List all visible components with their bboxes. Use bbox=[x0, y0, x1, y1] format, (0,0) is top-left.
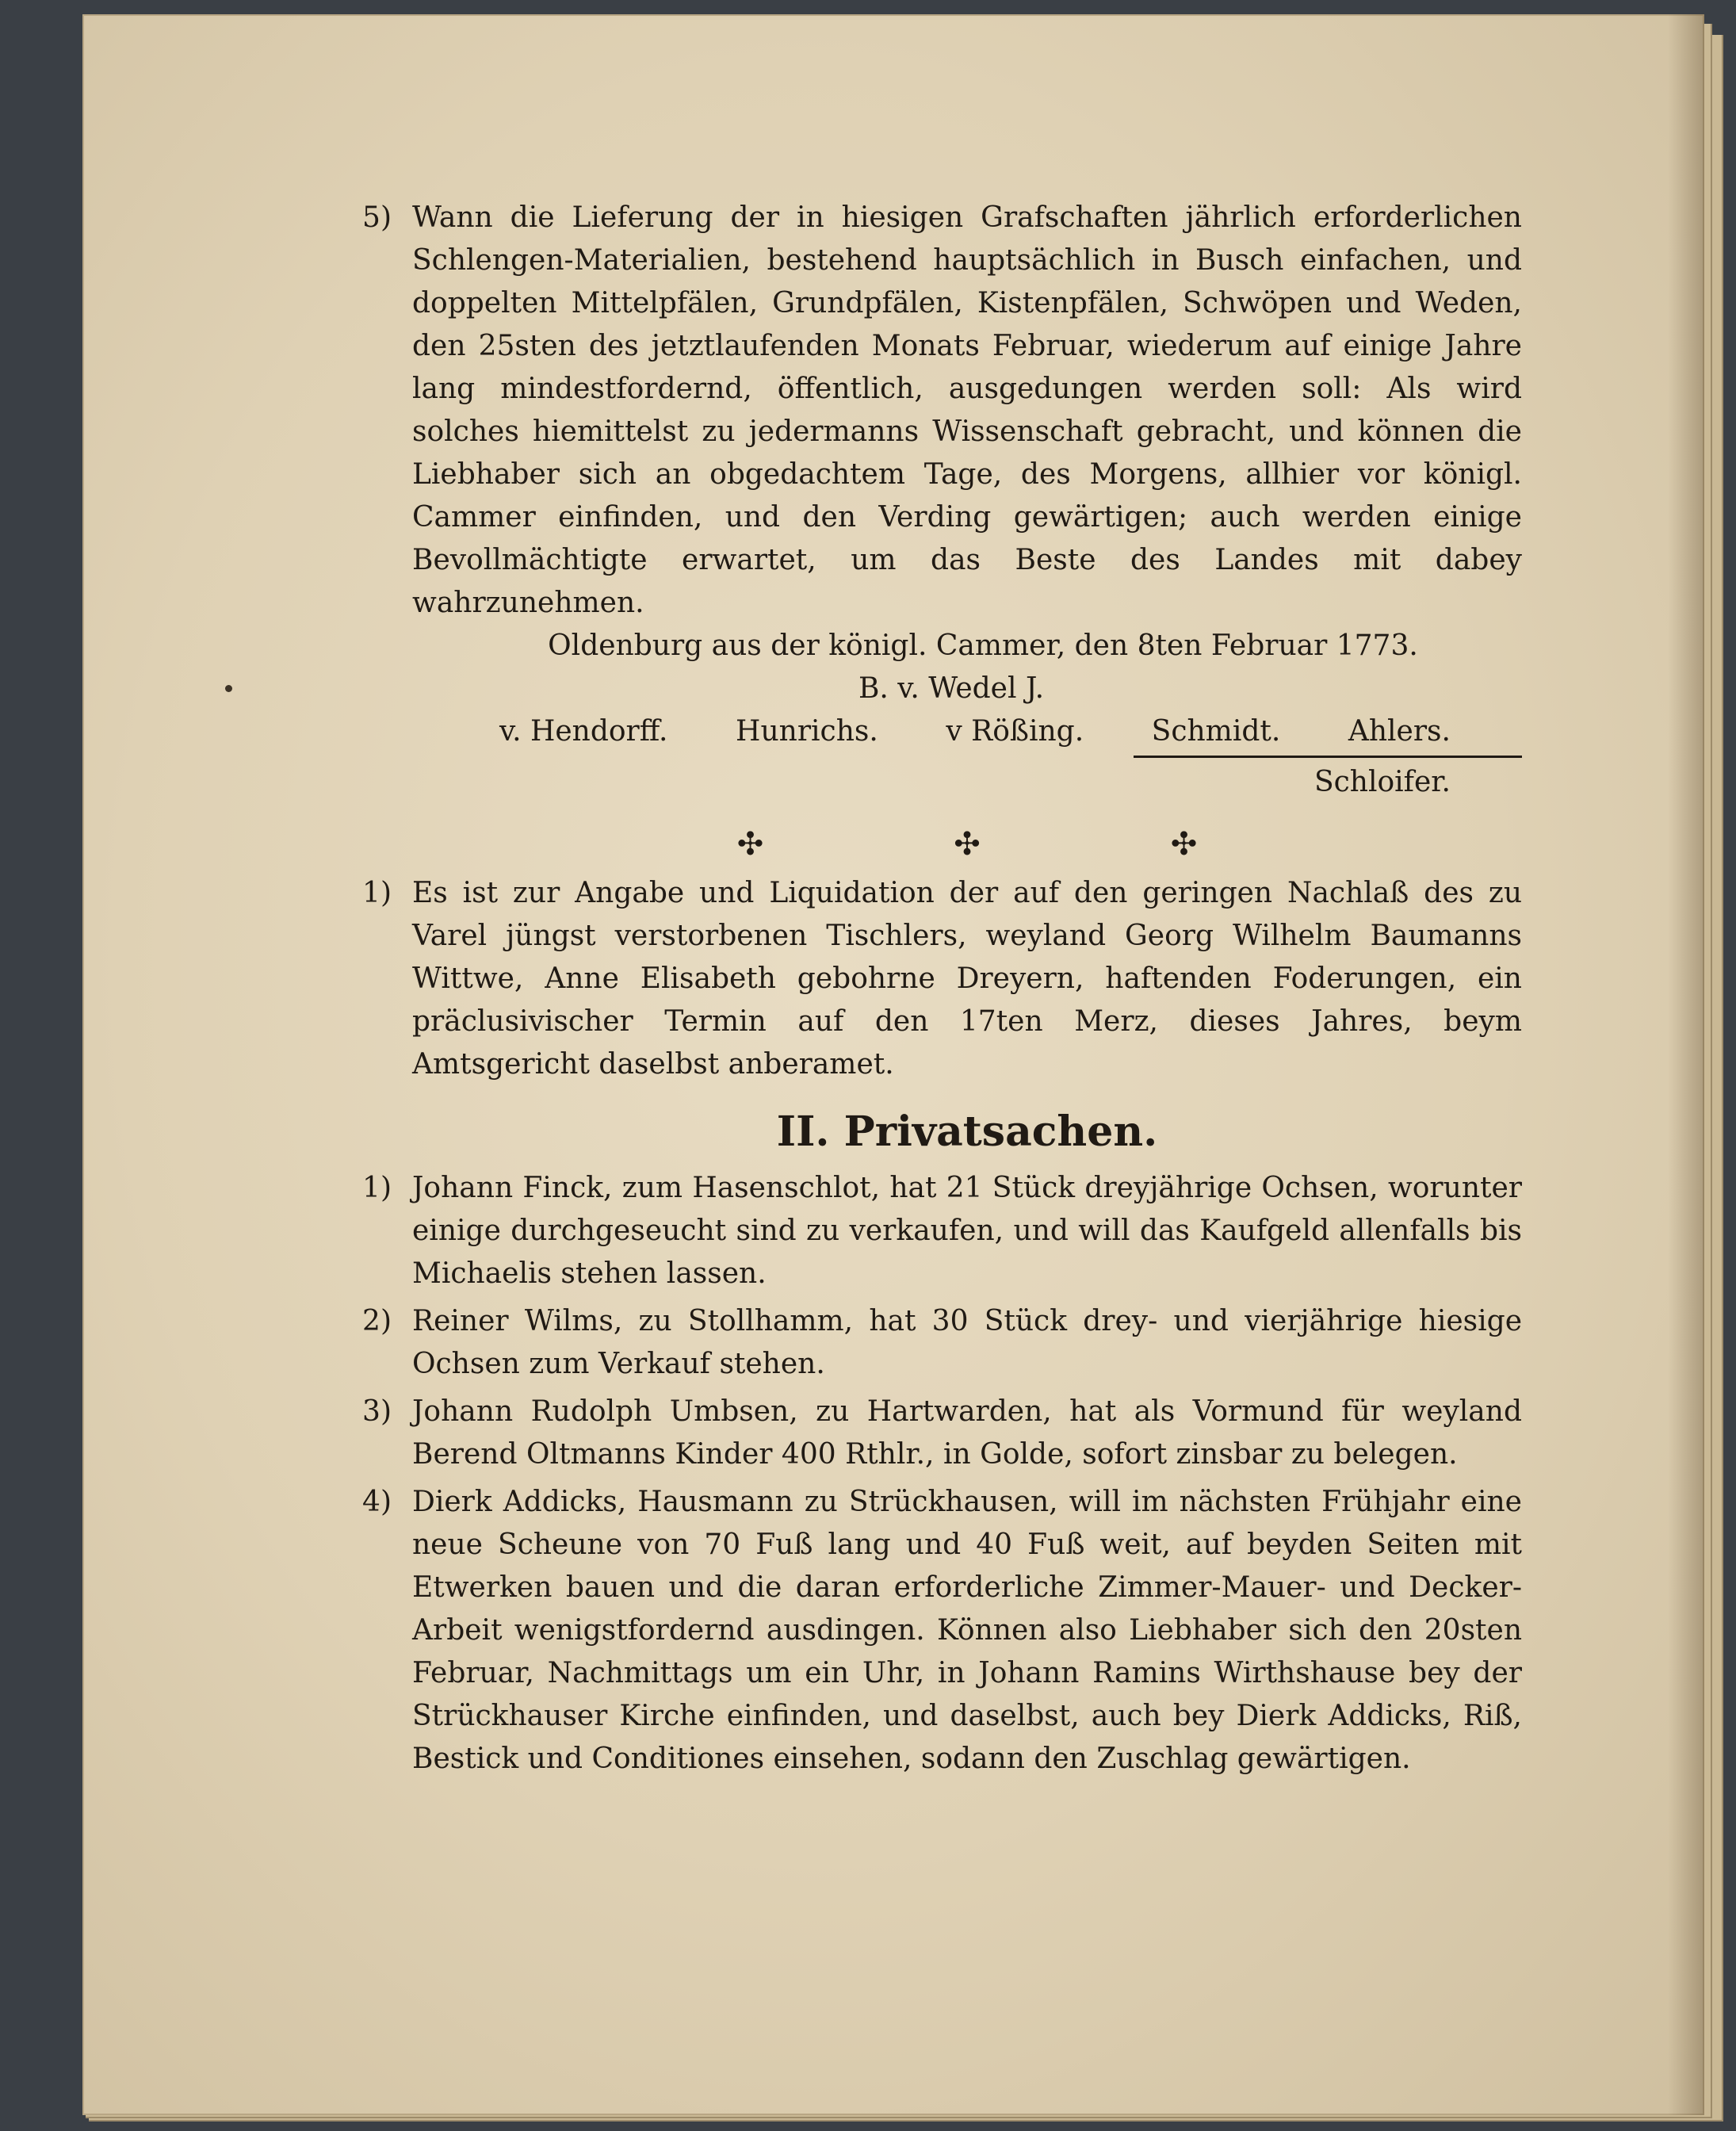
entry-text: Dierk Addicks, Hausmann zu Strückhausen, will im nächsten Frühjahr eine neue Scheune von 70 Fuß lang und 40 Fuß weit, auf beyden Seiten mit Etwerken bauen und die daran erforderliche Zimmer-Mauer- und Decker-Arbeit wenigstfordernd ausdingen. Können also Liebhaber sich den 20sten Februar, Nachmittags um ein Uhr, in Johann Ramins Wirthshause bey der Strückhauser Kirche einfinden, und daselbst, auch bey Dierk Addicks, Riß, Bestick und Conditiones einsehen, sodann den Zuschlag gewärtigen. bbox=[412, 1486, 1522, 1775]
page-text bbox=[362, 197, 1522, 1781]
private-entry-2 bbox=[362, 1300, 1522, 1386]
entry-text: Johann Finck, zum Hasenschlot, hat 21 Stück dreyjährige Ochsen, worunter einige durchgeseucht sind zu verkaufen, und will das Kaufgeld allenfalls bis Michaelis stehen lassen. bbox=[412, 1172, 1522, 1290]
ornament-divider bbox=[412, 823, 1522, 866]
entry-text: Reiner Wilms, zu Stollhamm, hat 30 Stück drey- und vierjährige hiesige Ochsen zum Verkauf stehen. bbox=[412, 1305, 1522, 1380]
ornament-icon: ✣ bbox=[954, 826, 981, 863]
signature-row bbox=[412, 710, 1522, 753]
entry-text: Wann die Lieferung der in hiesigen Grafschaften jährlich erforderlichen Schlengen-Materialien, bestehend hauptsächlich in Busch einfachen, und doppelten Mittelpfälen, Grundpfälen, Kistenpfälen, Schwöpen und Weden, den 25sten des jetztlaufenden Monats Februar, wiederum auf einige Jahre lang mindestfordernd, öffentlich, ausgedungen werden soll: Als wird solches hiemittelst zu jedermanns Wissenschaft gebracht, und können die Liebhaber sich an obgedachtem Tage, des Morgens, allhier vor königl. Cammer einfinden, und den Verding gewärtigen; auch werden einige Bevollmächtigte erwartet, um das Beste des Landes mit dabey wahrzunehmen. bbox=[412, 201, 1522, 619]
private-entry-3 bbox=[362, 1391, 1522, 1476]
signer-name: v. Hendorff. bbox=[499, 715, 668, 748]
entry-number: 1) bbox=[362, 1172, 392, 1204]
signature-main bbox=[412, 668, 1522, 710]
signature-last bbox=[412, 761, 1522, 804]
ornament-icon: ✣ bbox=[1170, 826, 1198, 863]
private-entry-4 bbox=[362, 1481, 1522, 1781]
signer-name: v Rößing. bbox=[946, 715, 1084, 748]
signer-name: Ahlers. bbox=[1348, 715, 1451, 748]
dateline-text: Oldenburg aus der königl. Cammer, den 8ten Februar 1773. bbox=[548, 629, 1418, 662]
notice-entry-1 bbox=[362, 872, 1522, 1086]
signature-rule bbox=[1134, 756, 1522, 758]
entry-number: 4) bbox=[362, 1486, 392, 1518]
notice-entry-5 bbox=[362, 197, 1522, 625]
entry-number: 3) bbox=[362, 1395, 392, 1428]
entry-text: Es ist zur Angabe und Liquidation der auf den geringen Nachlaß des zu Varel jüngst verstorbenen Tischlers, weyland Georg Wilhelm Baumanns Wittwe, Anne Elisabeth gebohrne Dreyern, haftenden Foderungen, ein präclusivischer Termin auf den 17ten Merz, dieses Jahres, beym Amtsgericht daselbst anberamet. bbox=[412, 877, 1522, 1081]
entry-number: 5) bbox=[362, 201, 392, 234]
entry-text: Johann Rudolph Umbsen, zu Hartwarden, hat als Vormund für weyland Berend Oltmanns Kinder 400 Rthlr., in Golde, sofort zinsbar zu belegen. bbox=[412, 1395, 1522, 1471]
private-entry-1 bbox=[362, 1167, 1522, 1295]
dateline bbox=[412, 625, 1522, 668]
entry-number: 1) bbox=[362, 877, 392, 909]
signer-main-name: B. v. Wedel J. bbox=[858, 672, 1045, 705]
signer-name: Hunrichs. bbox=[736, 715, 878, 748]
page-gutter-shadow bbox=[1668, 14, 1704, 2115]
margin-ink-dot bbox=[225, 685, 232, 692]
section-heading: II. Privatsachen. bbox=[776, 1108, 1158, 1156]
signer-name: Schloifer. bbox=[1313, 766, 1451, 798]
ornament-icon: ✣ bbox=[736, 826, 764, 863]
entry-number: 2) bbox=[362, 1305, 392, 1337]
signer-name: Schmidt. bbox=[1151, 715, 1281, 748]
